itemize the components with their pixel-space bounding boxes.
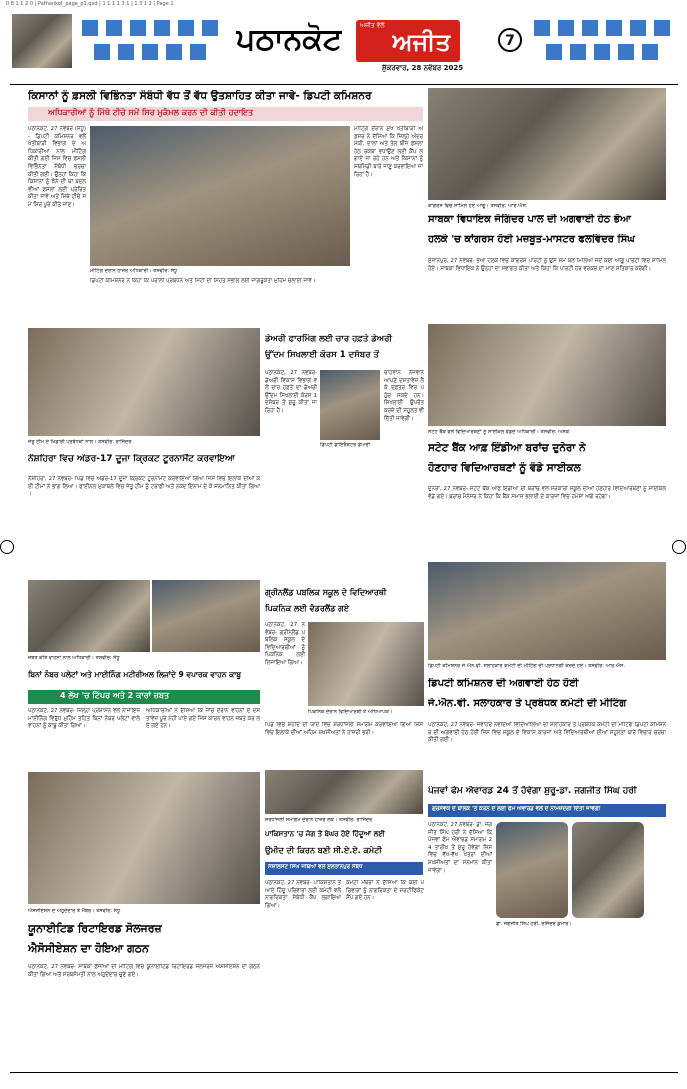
footer-rule xyxy=(10,1072,678,1073)
soldiers-body: ਪਠਾਨਕੋਟ, 27 ਨਵੰਬਰ- ਸਾਬਕਾ ਫ਼ੌਜੀਆਂ ਦੀ ਮੀਟਿੰਗ ਵਿਚ ਯੂਨਾਈਟਿਡ ਰਿਟਾਇਰਡ ਸੋਲਜਰਜ਼ ਐਸੋਸੀਏਸ਼ਨ ਦਾ ਗਠਨ ਕੀਤਾ ਗਿਆ ਅਤੇ ਸਰਬਸੰਮਤੀ ਨਾਲ ਅਹੁਦੇਦਾਰ ਚੁਣੇ ਗਏ। xyxy=(28,964,260,978)
award-portrait-1 xyxy=(496,822,568,918)
soldiers-headline-2: ਐਸੋਸੀਏਸ਼ਨ ਦਾ ਹੋਇਆ ਗਠਨ xyxy=(28,942,149,955)
course-photo-caption: ਡਿਪਟੀ ਡਾਇਰੈਕਟਰ ਡੇਅਰੀ xyxy=(320,442,370,448)
trucks-photo-caption: ਜ਼ਬਤ ਕੀਤੇ ਵਾਹਨਾਂ ਨਾਲ ਅਧਿਕਾਰੀ। ਤਸਵੀਰ: ਸੰਧੂ xyxy=(28,655,120,661)
lead-body-left: ਪਠਾਨਕੋਟ, 27 ਨਵੰਬਰ (ਸੰਧੂ)- ਡਿਪਟੀ ਕਮਿਸ਼ਨਰ ਵਲੋਂ ਖੇਤੀਬਾੜੀ ਵਿਭਾਗ ਦੇ ਅਧਿਕਾਰੀਆਂ ਨਾਲ ਮੀਟਿੰਗ ਕੀਤੀ ਗਈ ਜਿਸ ਵਿਚ ਫ਼ਸਲੀ ਵਿਭਿੰਨਤਾ ਸੰਬੰਧੀ ਚਰਚਾ ਕੀਤੀ ਗਈ। ਉਨ੍ਹਾਂ ਕਿਹਾ ਕਿ ਕਿਸਾਨਾਂ ਨੂੰ ਝੋਨੇ ਦੀ ਥਾਂ ਬਦਲਵੀਆਂ ਫ਼ਸਲਾਂ ਲਈ ਪ੍ਰੇਰਿਤ ਕੀਤਾ ਜਾਵੇ ਅਤੇ ਮਿੱਥੇ ਟੀਚੇ ਸਮੇਂ ਸਿਰ ਪੂਰੇ ਕੀਤੇ ਜਾਣ। xyxy=(28,126,86,208)
award-body: ਪਠਾਨਕੋਟ, 27 ਨਵੰਬਰ- ਡਾ. ਜਗਜੀਤ ਸਿੰਘ ਹਰੀ ਨੇ ਦੱਸਿਆ ਕਿ ਪੰਜਵਾਂ ਫੇਮ ਐਵਾਰਡ ਸਮਾਗਮ 24 ਤਾਰੀਖ਼ ਤੋਂ ਸ਼ੁਰੂ ਹੋਵੇਗਾ ਜਿਸ ਵਿਚ ਵੱਖ-ਵੱਖ ਖੇਤਰਾਂ ਦੀਆਂ ਸ਼ਖ਼ਸੀਅਤਾਂ ਦਾ ਸਨਮਾਨ ਕੀਤਾ ਜਾਵੇਗਾ। xyxy=(428,822,492,874)
seized-trucks-photo xyxy=(152,580,260,652)
award-banner: ਗੁਰਸੇਵਕ ਦੇ ਬਾਲਕ 'ਤੇ ਕਰਨ ਦੇ ਲਈ ਫੇਮ ਐਵਾਰਡ ਵੱਲੋਂ ਦੇ ਨਾਮਜ਼ਦਗੀ ਦਿੱਤੀ ਜਾਵੇਗੀ xyxy=(432,806,601,812)
bicycle-photo-caption: ਸਟੇਟ ਬੈਂਕ ਵਲੋਂ ਵਿਦਿਆਰਥਣਾਂ ਨੂੰ ਸਾਈਕਲ ਵੰਡਦੇ ਅਧਿਕਾਰੀ। ਤਸਵੀਰ: ਅਸ਼ੋਕ xyxy=(428,429,570,435)
masthead-tile-pattern-left xyxy=(76,14,226,68)
school-body: ਪਠਾਨਕੋਟ, 27 ਨਵੰਬਰ- ਗ੍ਰੀਨਲੈਂਡ ਪਬਲਿਕ ਸਕੂਲ ਦੇ ਵਿਦਿਆਰਥੀਆਂ ਨੂੰ ਪਿਕਨਿਕ ਲਈ ਲਿਜਾਇਆ ਗਿਆ। xyxy=(265,622,305,666)
school-trip-photo xyxy=(308,622,424,706)
award-photo-caption: ਡਾ. ਜਗਜੀਤ ਸਿੰਘ ਹਰੀ, ਰਜਿੰਦਰ ਕੁਮਾਰ। xyxy=(496,921,572,927)
congress-photo-caption: ਕਾਂਗਰਸ ਵਿਚ ਸ਼ਾਮਿਲ ਹੋਏ ਆਗੂ। ਤਸਵੀਰ: ਆਰ.ਐਸ. xyxy=(428,203,528,209)
lead-caption-body: ਡਿਪਟੀ ਕਮਿਸ਼ਨਰ ਨੇ ਕਿਹਾ ਕਿ ਪਰਾਲੀ ਪ੍ਰਬੰਧਨ ਅਤੇ ਮਿੱਟੀ ਦੀ ਸਿਹਤ ਸੰਭਾਲ ਲਈ ਜਾਗਰੂਕਤਾ ਮੁਹਿੰਮ ਚਲਾਈ ਜਾਵੇ। xyxy=(90,278,316,284)
jnv-body: ਪਠਾਨਕੋਟ, 27 ਨਵੰਬਰ- ਜਵਾਹਰ ਨਵੋਦਿਆ ਵਿਦਿਆਲਿਆ ਦੀ ਸਲਾਹਕਾਰ ਤੇ ਪ੍ਰਬੰਧਕ ਕਮੇਟੀ ਦੀ ਮੀਟਿੰਗ ਡਿਪਟੀ ਕਮਿਸ਼ਨਰ ਦੀ ਅਗਵਾਈ ਹੇਠ ਹੋਈ ਜਿਸ ਵਿਚ ਸਕੂਲ ਦੇ ਵਿਕਾਸ ਕਾਰਜਾਂ ਅਤੇ ਵਿਦਿਆਰਥੀਆਂ ਦੀਆਂ ਸਹੂਲਤਾਂ ਬਾਰੇ ਵਿਚਾਰ ਚਰਚਾ ਕੀਤੀ ਗਈ। xyxy=(428,722,666,744)
jnv-photo-caption: ਡਿਪਟੀ ਕਮਿਸ਼ਨਰ ਜੇ.ਐਨ.ਵੀ. ਸਲਾਹਕਾਰ ਕਮੇਟੀ ਦੀ ਮੀਟਿੰਗ ਦੀ ਪ੍ਰਧਾਨਗੀ ਕਰਦੇ ਹੋਏ। ਤਸਵੀਰ: ਆਰ.ਐਸ. xyxy=(428,663,625,669)
lead-subheadline: ਅਧਿਕਾਰੀਆਂ ਨੂੰ ਮਿੱਥੇ ਟੀਚੇ ਸਮੇਂ ਸਿਰ ਮੁਕੰਮਲ ਕਰਨ ਦੀ ਕੀਤੀ ਹਦਾਇਤ xyxy=(48,108,254,117)
lead-headline: ਕਿਸਾਨਾਂ ਨੂੰ ਫ਼ਸਲੀ ਵਿਭਿੰਨਤਾ ਸੰਬੰਧੀ ਵੱਧ ਤੋਂ ਵੱਧ ਉਤਸ਼ਾਹਿਤ ਕੀਤਾ ਜਾਵੇ- ਡਿਪਟੀ ਕਮਿਸ਼ਨਰ xyxy=(28,90,372,102)
trucks-body-left: ਪਠਾਨਕੋਟ, 27 ਨਵੰਬਰ- ਜ਼ਿਲ੍ਹਾ ਪ੍ਰਸ਼ਾਸਨ ਵਲੋਂ ਨਾਜਾਇਜ਼ ਮਾਈਨਿੰਗ ਵਿਰੁੱਧ ਮੁਹਿੰਮ ਤਹਿਤ ਬਿਨਾਂ ਨੰਬਰ ਪਲੇਟਾਂ ਵਾਲੇ ਵਾਹਨਾਂ ਨੂੰ ਕਾਬੂ ਕੀਤਾ ਗਿਆ। xyxy=(28,708,140,730)
school-headline-1: ਗ੍ਰੀਨਲੈਂਡ ਪਬਲਿਕ ਸਕੂਲ ਦੇ ਵਿਦਿਆਰਥੀ xyxy=(265,588,387,597)
page-number: 7 xyxy=(505,33,515,49)
masthead-title-box xyxy=(232,14,502,72)
pakistan-banner: ਸੋਸ਼ਲਿਸਟ ਸਿੰਘ ਜਥਿਆਂ ਵਲੋਂ ਸੁਲਤਾਨਪੁਰ ਸੰਬੰਧ xyxy=(268,864,363,870)
section-title: ਪਠਾਨਕੋਟ xyxy=(236,22,343,57)
bicycle-headline-2: ਹੋਣਹਾਰ ਵਿਦਿਆਰਥਣਾਂ ਨੂੰ ਵੰਡੇ ਸਾਈਕਲ xyxy=(428,462,581,474)
jnv-headline-1: ਡਿਪਟੀ ਕਮਿਸ਼ਨਰ ਦੀ ਅਗਵਾਈ ਹੇਠ ਹੋਈ xyxy=(428,678,579,689)
course-headline-2: ਉੱਦਮ ਸਿਖਲਾਈ ਕੋਰਸ 1 ਦਸੰਬਰ ਤੋਂ xyxy=(265,350,379,360)
cricket-body: ਨੌਸ਼ਹਿਰਾ, 27 ਨਵੰਬਰ- ਪਿੰਡ ਵਿਚ ਅੰਡਰ-17 ਦੂਜਾ ਕ੍ਰਿਕਟ ਟੂਰਨਾਮੈਂਟ ਕਰਵਾਇਆ ਗਿਆ ਜਿਸ ਵਿਚ ਇਲਾਕੇ ਦੀਆਂ ਕਈ ਟੀਮਾਂ ਨੇ ਭਾਗ ਲਿਆ। ਫਾਈਨਲ ਮੁਕਾਬਲੇ ਵਿਚ ਜੇਤੂ ਟੀਮ ਨੂੰ ਟਰਾਫ਼ੀ ਅਤੇ ਨਕਦ ਇਨਾਮ ਦੇ ਕੇ ਸਨਮਾਨਿਤ ਕੀਤਾ ਗਿਆ। xyxy=(28,476,260,498)
lead-photo-caption: ਮੀਟਿੰਗ ਦੌਰਾਨ ਹਾਜ਼ਰ ਅਧਿਕਾਰੀ। ਤਸਵੀਰ: ਸੰਧੂ xyxy=(90,268,178,274)
masthead-tile-pattern-right xyxy=(528,14,678,68)
congress-body: ਸੁਜਾਨਪੁਰ, 27 ਨਵੰਬਰ- ਭੋਆ ਹਲਕੇ ਵਿਚ ਕਾਂਗਰਸ ਪਾਰਟੀ ਨੂੰ ਉਸ ਸਮੇਂ ਬਲ ਮਿਲਿਆ ਜਦੋਂ ਕਈ ਆਗੂ ਪਾਰਟੀ ਵਿਚ ਸ਼ਾਮਿਲ ਹੋਏ। ਸਾਬਕਾ ਵਿਧਾਇਕ ਨੇ ਉਨ੍ਹਾਂ ਦਾ ਸਵਾਗਤ ਕੀਤਾ ਅਤੇ ਕਿਹਾ ਕਿ ਪਾਰਟੀ ਹਰ ਵਰਕਰ ਦਾ ਮਾਣ ਸਤਿਕਾਰ ਕਰੇਗੀ। xyxy=(428,258,666,272)
bicycle-body: ਦੁਨੇਰਾ, 27 ਨਵੰਬਰ- ਸਟੇਟ ਬੈਂਕ ਆਫ਼ ਇੰਡੀਆ ਦੀ ਬਰਾਂਚ ਵਲੋਂ ਸਰਕਾਰੀ ਸਕੂਲ ਦੀਆਂ ਹੋਣਹਾਰ ਵਿਦਿਆਰਥਣਾਂ ਨੂੰ ਸਾਈਕਲ ਵੰਡੇ ਗਏ। ਬਰਾਂਚ ਮੈਨੇਜਰ ਨੇ ਕਿਹਾ ਕਿ ਬੈਂਕ ਸਮਾਜ ਭਲਾਈ ਦੇ ਕਾਰਜਾਂ ਵਿਚ ਹਮੇਸ਼ਾ ਅੱਗੇ ਰਹੇਗਾ। xyxy=(428,486,666,500)
soldiers-group-photo xyxy=(28,772,260,904)
congress-headline-2: ਹਲਕੇ 'ਚ ਕਾਂਗਰਸ ਹੋਈ ਮਜ਼ਬੂਤ-ਮਾਸਟਰ ਫਲਵਿੰਦਰ ਸਿੰਘ xyxy=(428,234,635,245)
soldiers-headline-1: ਯੂਨਾਈਟਿਡ ਰਿਟਾਇਰਡ ਸੋਲਜਰਜ਼ xyxy=(28,922,162,935)
officials-photo xyxy=(28,580,150,652)
school-headline-2: ਪਿਕਨਿਕ ਲਈ ਵੰਡਰਲੈਂਡ ਗਏ xyxy=(265,604,350,613)
course-headline-1: ਡੇਅਰੀ ਫਾਰਮਿੰਗ ਲਈ ਚਾਰ ਹਫ਼ਤੇ ਡੇਅਰੀ xyxy=(265,334,392,344)
cricket-headline: ਨੌਸ਼ਹਿਰਾ ਵਿਚ ਅੰਡਰ-17 ਦੂਜਾ ਕ੍ਰਿਕਟ ਟੂਰਨਾਮੈਂਟ ਕਰਵਾਇਆ xyxy=(28,454,235,464)
congress-headline-1: ਸਾਬਕਾ ਵਿਧਾਇਕ ਜੋਗਿੰਦਰ ਪਾਲ ਦੀ ਅਗਵਾਈ ਹੇਠ ਭੋਆ xyxy=(428,214,631,225)
registration-mark-right xyxy=(672,540,686,554)
memorial-photo-caption: ਸ਼ਰਧਾਂਜਲੀ ਸਮਾਗਮ ਦੌਰਾਨ ਹਾਜ਼ਰ ਲੋਕ। ਤਸਵੀਰ: ਰਾਜਿੰਦਰ xyxy=(265,817,373,823)
jnv-meeting-photo xyxy=(428,562,666,660)
congress-group-photo xyxy=(428,88,666,200)
issue-date: ਸ਼ੁੱਕਰਵਾਰ, 28 ਨਵੰਬਰ 2025 xyxy=(382,64,464,72)
bicycle-distribution-photo xyxy=(428,324,666,426)
tagline: ਅਜੀਤ ਵੱਲੋਂ xyxy=(360,22,385,29)
pakistan-headline-2: ਉਮੀਦ ਦੀ ਕਿਰਨ ਬਣੀ ਸੀ.ਏ.ਏ. ਕਮੇਟੀ xyxy=(265,846,382,855)
school-photo-caption: ਪਿਕਨਿਕ ਦੌਰਾਨ ਵਿਦਿਆਰਥੀ ਤੇ ਅਧਿਆਪਕ। xyxy=(308,709,393,715)
paper-title: ਅਜੀਤ xyxy=(392,28,451,56)
pakistan-body-right: ਕਮੇਟੀ ਮੈਂਬਰਾਂ ਨੇ ਦੱਸਿਆ ਕਿ ਕਈ ਪਰਿਵਾਰਾਂ ਨੂੰ ਨਾਗਰਿਕਤਾ ਦੇ ਸਰਟੀਫਿਕੇਟ ਸੌਂਪੇ ਗਏ ਹਨ। xyxy=(346,880,424,902)
bicycle-headline-1: ਸਟੇਟ ਬੈਂਕ ਆਫ਼ ਇੰਡੀਆ ਬਰਾਂਚ ਦੁਨੇਰਾ ਨੇ xyxy=(428,442,586,454)
memorial-body: ਪਿੰਡ ਵਿਚ ਸ਼ਹੀਦ ਦੀ ਯਾਦ ਵਿਚ ਸ਼ਰਧਾਂਜਲੀ ਸਮਾਗਮ ਕਰਵਾਇਆ ਗਿਆ ਜਿਸ ਵਿਚ ਇਲਾਕੇ ਦੀਆਂ ਅਹਿਮ ਸ਼ਖ਼ਸੀਅਤਾਂ ਨੇ ਹਾਜ਼ਰੀ ਭਰੀ। xyxy=(265,722,423,736)
memorial-photo xyxy=(265,770,423,814)
pakistan-headline-1: ਪਾਕਿਸਤਾਨ 'ਚ ਜੰਗ ਤੋਂ ਬੇਘਰ ਹੋਏ ਹਿੰਦੂਆਂ ਲਈ xyxy=(265,830,385,838)
masthead xyxy=(0,0,687,86)
lead-meeting-photo xyxy=(90,126,350,266)
print-info: 0 8 1 1 2 0 | Pathankot_page_p1.qxd | 1 1 1 1 3 1 | 1 3 1 2 | Page 1 xyxy=(6,1,174,7)
masthead-left-photo xyxy=(12,14,72,68)
cricket-team-photo xyxy=(28,328,260,436)
course-body-right: ਚਾਹਵਾਨ ਨੌਜਵਾਨ ਆਪਣੇ ਦਸਤਾਵੇਜ਼ ਲੈ ਕੇ ਦਫ਼ਤਰ ਵਿਚ ਪਹੁੰਚ ਸਕਦੇ ਹਨ। ਸਿਖਲਾਈ ਉਪਰੰਤ ਕਰਜ਼ੇ ਦੀ ਸਹੂਲਤ ਵੀ ਦਿੱਤੀ ਜਾਵੇਗੀ। xyxy=(384,370,424,422)
course-body-left: ਪਠਾਨਕੋਟ, 27 ਨਵੰਬਰ- ਡੇਅਰੀ ਵਿਕਾਸ ਵਿਭਾਗ ਵਲੋਂ ਚਾਰ ਹਫ਼ਤੇ ਦਾ ਡੇਅਰੀ ਉੱਦਮ ਸਿਖਲਾਈ ਕੋਰਸ 1 ਦਸੰਬਰ ਤੋਂ ਸ਼ੁਰੂ ਕੀਤਾ ਜਾ ਰਿਹਾ ਹੈ। xyxy=(265,370,317,414)
masthead-rule xyxy=(10,84,678,85)
award-headline: ਪੰਜਵਾਂ ਫੇਮ ਐਵਾਰਡ 24 ਤੋਂ ਹੋਵੇਗਾ ਸ਼ੁਰੂ-ਡਾ. ਜਗਜੀਤ ਸਿੰਘ ਹਰੀ xyxy=(428,786,637,796)
cricket-photo-caption: ਜੇਤੂ ਟੀਮ ਦੇ ਖਿਡਾਰੀ ਪ੍ਰਬੰਧਕਾਂ ਨਾਲ। ਤਸਵੀਰ: ਰਾਜਿੰਦਰ xyxy=(28,439,132,445)
trucks-headline: ਬਿਨਾਂ ਨੰਬਰ ਪਲੇਟਾਂ ਅਤੇ ਮਾਈਨਿੰਗ ਮਟੀਰੀਅਲ ਲਿਜਾਂਦੇ 9 ਵਪਾਰਕ ਵਾਹਨ ਕਾਬੂ xyxy=(28,670,242,679)
award-portrait-2 xyxy=(572,822,644,918)
trucks-body-right: ਅਧਿਕਾਰੀਆਂ ਨੇ ਦੱਸਿਆ ਕਿ ਜਾਂਚ ਦੌਰਾਨ ਵਾਹਨਾਂ ਦੇ ਦਸਤਾਵੇਜ਼ ਪੂਰੇ ਨਹੀਂ ਪਾਏ ਗਏ ਜਿਸ ਕਾਰਨ ਵਾਹਨ ਜ਼ਬਤ ਕਰ ਲਏ ਗਏ ਹਨ। xyxy=(146,708,260,730)
page-number-badge xyxy=(498,28,522,52)
trucks-banner: 4 ਲੱਖ 'ਚ ਟਿੱਪਰ ਅਤੇ 2 ਕਾਰਾਂ ਜ਼ਬਤ xyxy=(60,691,170,700)
course-officer-photo xyxy=(320,370,380,440)
pakistan-body-left: ਪਠਾਨਕੋਟ, 27 ਨਵੰਬਰ- ਪਾਕਿਸਤਾਨ ਤੋਂ ਆਏ ਹਿੰਦੂ ਪਰਿਵਾਰਾਂ ਲਈ ਕਮੇਟੀ ਵਲੋਂ ਨਾਗਰਿਕਤਾ ਸੰਬੰਧੀ ਕੈਂਪ ਲਗਾਇਆ ਗਿਆ। xyxy=(265,880,341,909)
registration-mark-left xyxy=(0,540,14,554)
lead-body-right: ਮੀਟਿੰਗ ਦੌਰਾਨ ਮੁੱਖ ਖੇਤੀਬਾੜੀ ਅਫ਼ਸਰ ਨੇ ਦੱਸਿਆ ਕਿ ਜ਼ਿਲ੍ਹੇ ਅੰਦਰ ਮੱਕੀ, ਦਾਲਾਂ ਅਤੇ ਤੇਲ ਬੀਜ ਫ਼ਸਲਾਂ ਹੇਠ ਰਕਬਾ ਵਧਾਉਣ ਲਈ ਕੈਂਪ ਲਗਾਏ ਜਾ ਰਹੇ ਹਨ ਅਤੇ ਕਿਸਾਨਾਂ ਨੂੰ ਸਬਸਿਡੀ ਬਾਰੇ ਜਾਣੂ ਕਰਵਾਇਆ ਜਾ ਰਿਹਾ ਹੈ। xyxy=(354,126,423,178)
jnv-headline-2: ਜੇ.ਐਨ.ਵੀ. ਸਲਾਹਕਾਰ ਤੇ ਪ੍ਰਬੰਧਕ ਕਮੇਟੀ ਦੀ ਮੀਟਿੰਗ xyxy=(428,698,627,709)
soldiers-photo-caption: ਐਸੋਸੀਏਸ਼ਨ ਦੇ ਅਹੁਦੇਦਾਰ ਤੇ ਮੈਂਬਰ। ਤਸਵੀਰ: ਸੰਧੂ xyxy=(28,908,121,914)
